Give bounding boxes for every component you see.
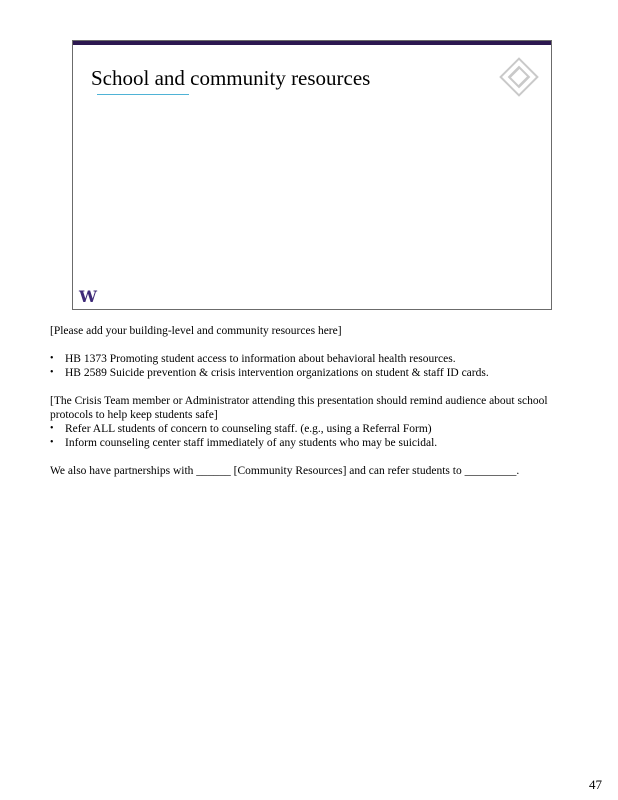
actions-list — [50, 422, 560, 450]
bullet-icon: • — [50, 437, 54, 448]
notes-partnerships: We also have partnerships with ______ [Community Resources] and can refer students to _________. — [50, 465, 520, 477]
list-item — [50, 436, 560, 450]
slide-title: School and community resources — [91, 66, 371, 90]
list-item — [50, 422, 560, 436]
list-item — [50, 366, 560, 380]
bullet-icon: • — [50, 367, 54, 378]
diamond-logo-icon — [497, 55, 541, 99]
bill-text: HB 2589 Suicide prevention & crisis intervention organizations on student & staff ID cards. — [65, 367, 489, 379]
list-item — [50, 352, 560, 366]
bills-list — [50, 352, 560, 380]
slide-top-bar — [73, 41, 551, 45]
title-underline — [97, 94, 189, 95]
notes-intro: [Please add your building-level and community resources here] — [50, 325, 342, 337]
slide-thumbnail — [72, 40, 552, 310]
notes-reminder: [The Crisis Team member or Administrator attending this presentation should remind audience about school protocols to help keep students safe] — [50, 395, 548, 421]
uw-logo: W — [79, 287, 96, 306]
action-text: Refer ALL students of concern to counseling staff. (e.g., using a Referral Form) — [65, 423, 432, 435]
bullet-icon: • — [50, 353, 54, 364]
action-text: Inform counseling center staff immediately of any students who may be suicidal. — [65, 437, 438, 449]
bill-text: HB 1373 Promoting student access to information about behavioral health resources. — [65, 353, 456, 365]
page-number: 47 — [589, 777, 602, 792]
bullet-icon: • — [50, 423, 54, 434]
speaker-notes — [50, 324, 560, 478]
